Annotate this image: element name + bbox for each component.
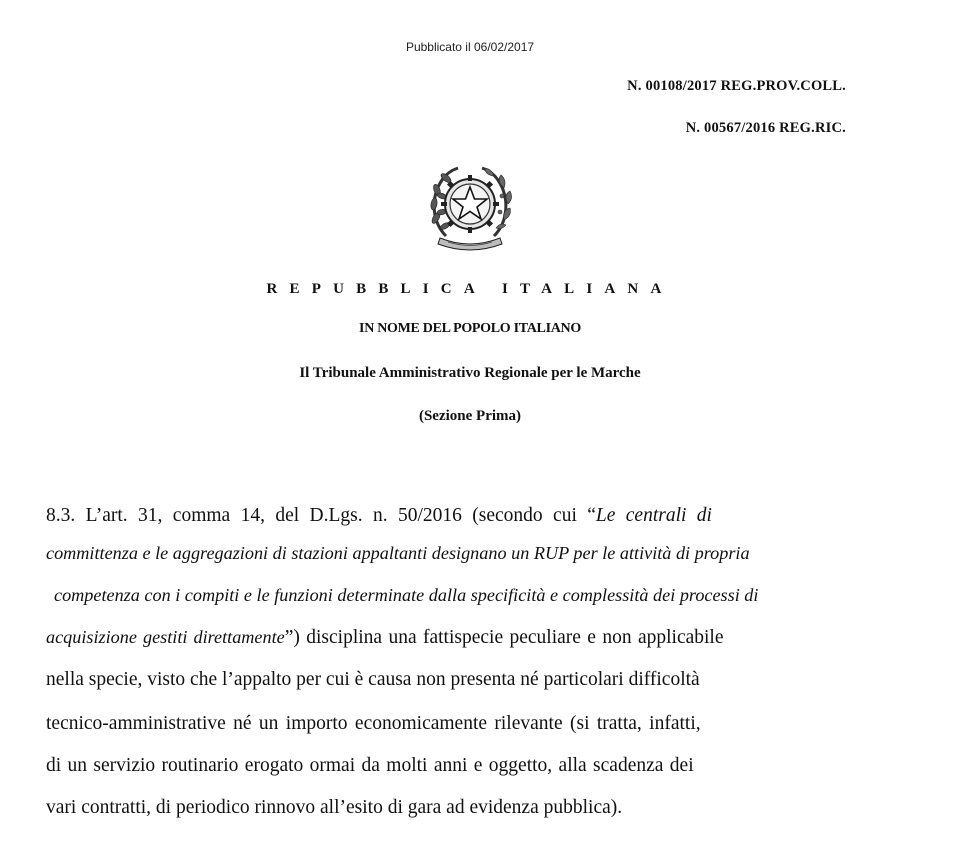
- paragraph-line-1: [46, 505, 712, 527]
- paragraph-line-1-italic: Le centrali di: [595, 505, 712, 526]
- paragraph-line-6: tecnico-amministrative né un importo economicamente rilevante (si tratta, infatti,: [46, 713, 701, 734]
- in-nome-heading: IN NOME DEL POPOLO ITALIANO: [359, 321, 581, 336]
- publication-date: Pubblicato il 06/02/2017: [405, 40, 535, 54]
- republic-heading: REPUBBLICA ITALIANA: [266, 281, 674, 297]
- paragraph-line-1-roman: 8.3. L’art. 31, comma 14, del D.Lgs. n. 50/2016 (secondo cui “: [46, 505, 596, 526]
- paragraph-line-5: nella specie, visto che l’appalto per cui è causa non presenta né particolari difficoltà: [46, 669, 700, 690]
- paragraph-line-7: di un servizio routinario erogato ormai da molti anni e oggetto, alla scadenza dei: [46, 755, 694, 776]
- section-heading: (Sezione Prima): [418, 408, 522, 424]
- reg-prov-coll-number: N. 00108/2017 REG.PROV.COLL.: [627, 78, 846, 94]
- paragraph-line-2: committenza e le aggregazioni di stazioni appaltanti designano un RUP per le attività di propria: [46, 543, 750, 563]
- paragraph-line-4: [46, 627, 724, 649]
- reg-ric-number: N. 00567/2016 REG.RIC.: [685, 120, 846, 136]
- paragraph-line-3: competenza con i compiti e le funzioni determinate dalla specificità e complessità dei processi di: [54, 585, 759, 605]
- tribunal-heading: Il Tribunale Amministrativo Regionale per le Marche: [299, 365, 641, 381]
- paragraph-line-8: vari contratti, di periodico rinnovo all’esito di gara ad evidenza pubblica).: [46, 797, 623, 818]
- paragraph-line-4-roman: ”) disciplina una fattispecie peculiare e non applicabile: [284, 627, 724, 648]
- paragraph-line-4-italic: acquisizione gestiti direttamente: [46, 627, 285, 647]
- italian-republic-emblem-icon: [424, 158, 516, 252]
